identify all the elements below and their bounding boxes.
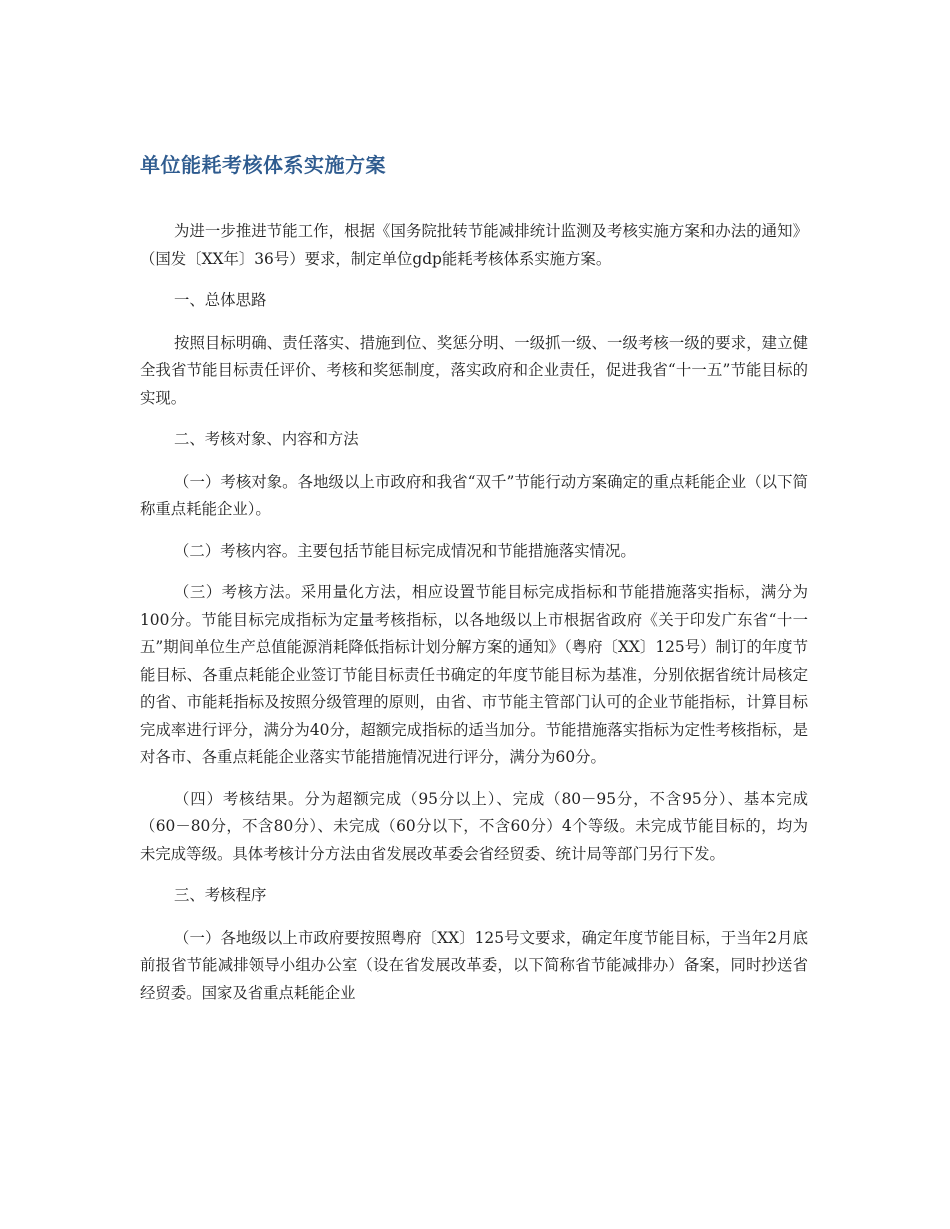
document-body xyxy=(140,218,808,1021)
body-paragraph: （三）考核方法。采用量化方法，相应设置节能目标完成指标和节能措施落实指标，满分为100分。节能目标完成指标为定量考核指标，以各地级以上市根据省政府《关于印发广东省“十一五”期间单位生产总值能源消耗降低指标计划分解方案的通知》（粤府〔XX〕125号）制订的年度节能目标、各重点耗能企业签订节能目标责任书确定的年度节能目标为基准，分别依据省统计局核定的省、市能耗指标及按照分级管理的原则，由省、市节能主管部门认可的企业节能指标，计算目标完成率进行评分，满分为40分，超额完成指标的适当加分。节能措施落实指标为定性考核指标，是对各市、各重点耗能企业落实节能措施情况进行评分，满分为60分。 xyxy=(140,583,808,766)
intro-paragraph: 为进一步推进节能工作，根据《国务院批转节能减排统计监测及考核实施方案和办法的通知》（国发〔XX年〕36号）要求，制定单位gdp能耗考核体系实施方案。 xyxy=(140,222,808,268)
body-paragraph: （二）考核内容。主要包括节能目标完成情况和节能措施落实情况。 xyxy=(174,541,636,560)
body-paragraph: 按照目标明确、责任落实、措施到位、奖惩分明、一级抓一级、一级考核一级的要求，建立健全我省节能目标责任评价、考核和奖惩制度，落实政府和企业责任，促进我省“十一五”节能目标的实现。 xyxy=(140,333,808,407)
body-paragraph: （一）考核对象。各地级以上市政府和我省“双千”节能行动方案确定的重点耗能企业（以下简称重点耗能企业）。 xyxy=(140,472,808,518)
section-heading-2: 二、考核对象、内容和方法 xyxy=(174,430,359,448)
section-heading-1: 一、总体思路 xyxy=(174,291,267,309)
body-paragraph: （一）各地级以上市政府要按照粤府〔XX〕125号文要求，确定年度节能目标，于当年2月底前报省节能减排领导小组办公室（设在省发展改革委，以下简称省节能减排办）备案，同时抄送省经贸委。国家及省重点耗能企业 xyxy=(140,928,808,1002)
section-heading-3: 三、考核程序 xyxy=(174,886,267,904)
document-title: 单位能耗考核体系实施方案 xyxy=(140,153,386,177)
body-paragraph: （四）考核结果。分为超额完成（95分以上）、完成（80－95分，不含95分）、基本完成（60－80分，不含80分）、未完成（60分以下，不含60分）4个等级。未完成节能目标的，均为未完成等级。具体考核计分方法由省发展改革委会省经贸委、统计局等部门另行下发。 xyxy=(140,789,808,863)
